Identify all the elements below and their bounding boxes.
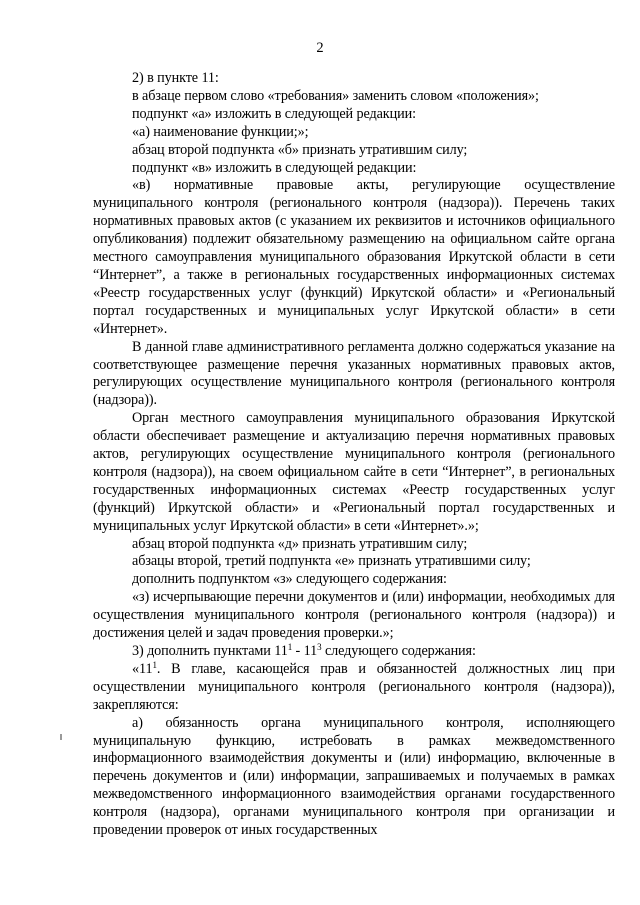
paragraph-subitem-z-text: «з) исчерпывающие перечни документов и (или) информации, необходимых для осуществления муниципального контроля (регионального контроля (надзора)) и достижения целей и задач проведения проверки.»;	[93, 589, 615, 642]
paragraph-subitem-a-edit: подпункт «а» изложить в следующей редакции:	[132, 105, 416, 122]
paragraph-chapter-note: В данной главе административного регламента должно содержаться указание на соответствующее размещение перечня указанных нормативных правовых актов, регулирующих осуществление муниципального контроля (регионального контроля (надзора)).	[93, 338, 615, 409]
paragraph-amend-word: в абзаце первом слово «требования» заменить словом «положения»;	[132, 87, 539, 104]
page-number: 2	[316, 40, 324, 56]
paragraph-authority-duty: Орган местного самоуправления муниципального образования Иркутской области обеспечивает размещение и актуализацию перечня нормативных правовых актов, регулирующих осуществление муниципального контроля (регионального контроля (надзора)), на своем официальном сайте в сети “Интернет”, в региональных государственных информационных системах «Реестр государственных услуг (функций) Иркутской области» и «Региональный портал государственных и муниципальных услуг Иркутской области» в сети «Интернет».»;	[93, 410, 615, 534]
scan-mark	[60, 734, 62, 740]
item11-1-text-a: «11	[132, 660, 153, 677]
item3-sup-b: 3	[317, 642, 322, 652]
paragraph-subitem-a-text: «а) наименование функции;»;	[132, 123, 309, 140]
item11-1-sup: 1	[152, 659, 157, 670]
paragraph-subitem-d-void: абзац второй подпункта «д» признать утратившим силу;	[132, 535, 468, 552]
paragraph-item-3	[93, 643, 615, 661]
document-body	[93, 70, 615, 840]
paragraph-add-subitem-z: дополнить подпунктом «з» следующего содержания:	[132, 571, 447, 588]
paragraph-item-2: 2) в пункте 11:	[132, 70, 219, 86]
paragraph-subitem-v-text: «в) нормативные правовые акты, регулирующие осуществление муниципального контроля (регионального контроля (надзора)). Перечень таких нормативных правовых актов (с указанием их реквизитов и источников официального опубликования) подлежит обязательному размещению на официальном сайте органа местного самоуправления муниципального образования Иркутской области в сети “Интернет”, а также в региональных государственных информационных системах «Реестр государственных услуг (функций) Иркутской области» и «Региональный портал государственных и муниципальных услуг Иркутской области» в сети «Интернет».	[93, 177, 615, 337]
paragraph-item-11-1	[93, 661, 615, 715]
item3-sup-a: 1	[287, 642, 293, 652]
paragraph-subitem-b-void: абзац второй подпункта «б» признать утратившим силу;	[132, 141, 468, 158]
item3-text-b: - 11	[292, 643, 318, 659]
item11-1-text-b: . В главе, касающейся прав и обязанностей должностных лиц при осуществлении муниципального контроля (регионального контроля (надзора)), закрепляются:	[93, 660, 615, 713]
paragraph-subitem-v-edit: подпункт «в» изложить в следующей редакции:	[132, 159, 417, 176]
item3-text-c: следующего содержания:	[321, 643, 476, 659]
item3-text-a: 3) дополнить пунктами 11	[132, 643, 288, 659]
paragraph-subitem-e-void: абзацы второй, третий подпункта «е» признать утратившими силу;	[132, 553, 531, 570]
paragraph-item-a: а) обязанность органа муниципального контроля, исполняющего муниципальную функцию, истребовать в рамках межведомственного информационного взаимодействия документы и (или) информацию, включенные в перечень документов и (или) информации, запрашиваемых и получаемых в рамках межведомственного информационного взаимодействия органами государственного контроля (надзора), органами муниципального контроля при организации и проведении проверок от иных государственных	[93, 714, 615, 839]
